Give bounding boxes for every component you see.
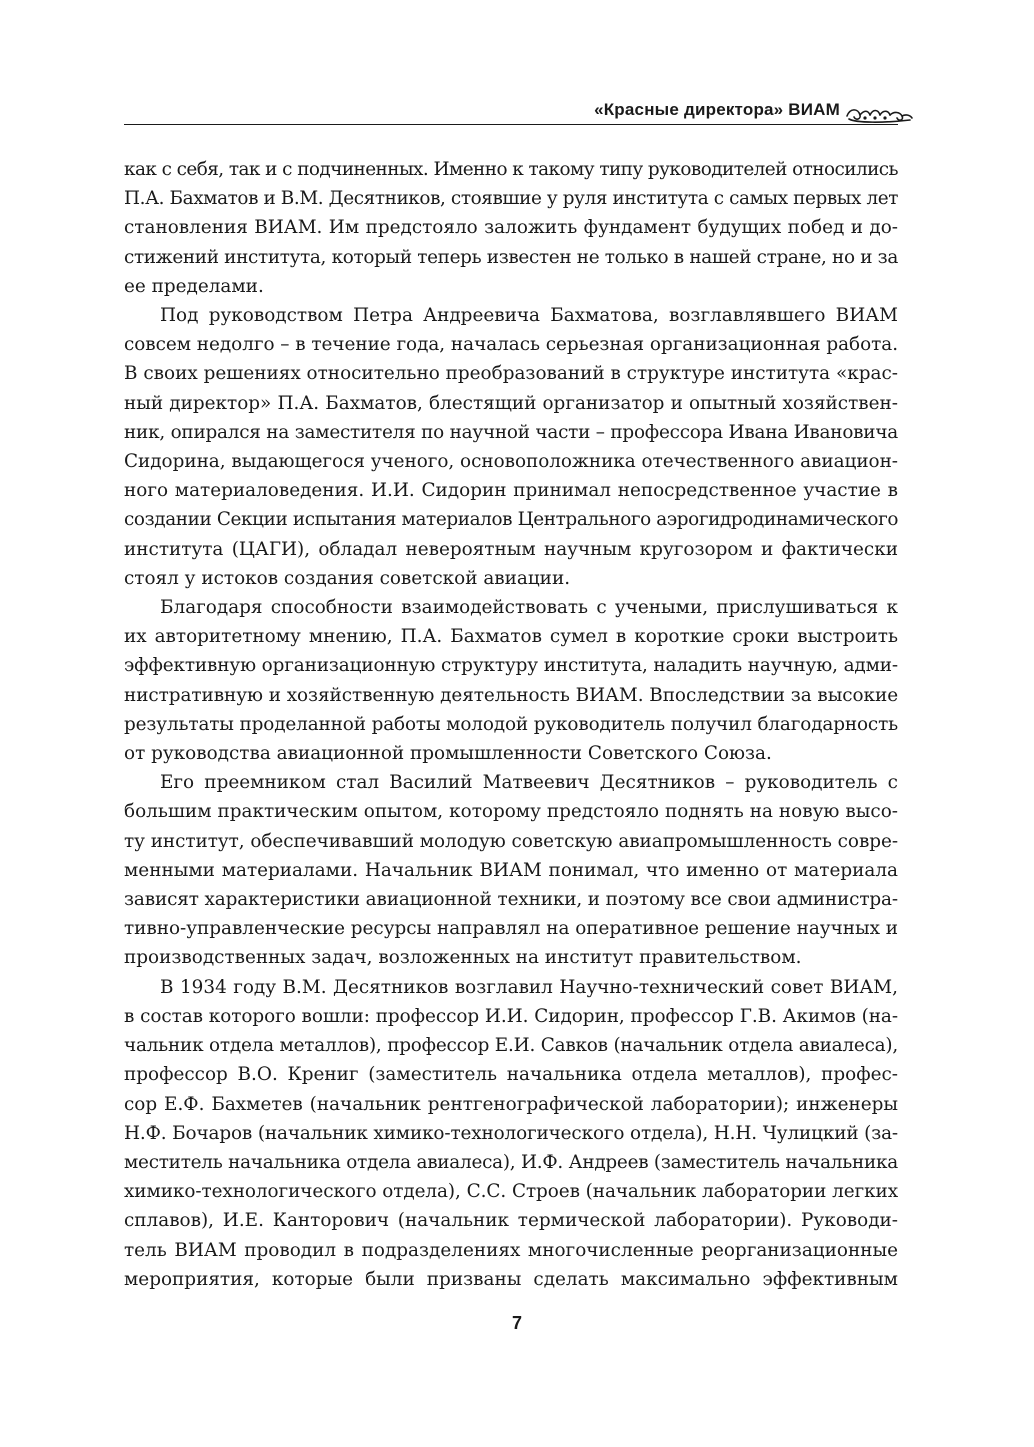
paragraph — [124, 973, 898, 1294]
paragraph — [124, 593, 898, 768]
paragraph — [124, 301, 898, 593]
text-line: Благодаря способности взаимодействовать с учеными, прислушиваться к — [160, 597, 898, 619]
text-line: их авторитетному мнению, П.А. Бахматов сумел в короткие сроки выстроить — [124, 626, 898, 648]
text-line: большим практическим опытом, которому предстояло поднять на новую высо- — [124, 801, 898, 823]
text-line: эффективную организационную структуру института, наладить научную, адми- — [124, 655, 898, 677]
paragraph — [124, 155, 898, 301]
page-number: 7 — [511, 1313, 522, 1333]
text-line: зависят характеристики авиационной техники, и поэтому все свои администра- — [124, 889, 898, 911]
text-line: химико-технологического отдела), С.С. Строев (начальник лаборатории легких — [124, 1181, 898, 1203]
body-text — [124, 155, 898, 1294]
text-line: профессор В.О. Крениг (заместитель начальника отдела металлов), профес- — [124, 1064, 898, 1086]
text-line: становления ВИАМ. Им предстояло заложить фундамент будущих побед и до- — [124, 217, 898, 239]
text-line: производственных задач, возложенных на институт правительством. — [124, 947, 802, 969]
text-line: создании Секции испытания материалов Центрального аэрогидродинамического — [124, 509, 898, 531]
running-title: «Красные директора» ВИАМ — [594, 100, 840, 119]
text-line: Н.Ф. Бочаров (начальник химико-технологического отдела), Н.Н. Чулицкий (за- — [124, 1122, 898, 1144]
text-line: в состав которого вошли: профессор И.И. Сидорин, профессор Г.В. Акимов (на- — [124, 1005, 898, 1027]
text-line: сплавов), И.Е. Канторович (начальник термической лаборатории). Руководи- — [124, 1210, 898, 1232]
text-line: от руководства авиационной промышленности Советского Союза. — [124, 743, 772, 765]
text-line: как с себя, так и с подчиненных. Именно к такому типу руководителей относились — [124, 159, 898, 180]
text-line: мероприятия, которые были призваны сделать максимально эффективным — [124, 1268, 898, 1290]
text-line: ный директор» П.А. Бахматов, блестящий организатор и опытный хозяйствен- — [124, 392, 898, 414]
text-line: ник, опирался на заместителя по научной части – профессора Ивана Ивановича — [124, 421, 898, 443]
text-line: В 1934 году В.М. Десятников возглавил Научно-технический совет ВИАМ, — [160, 976, 898, 998]
text-line: совсем недолго – в течение года, началась серьезная организационная работа. — [124, 334, 898, 356]
text-line: стижений института, который теперь известен не только в нашей стране, но и за — [124, 246, 898, 268]
text-line: сор Е.Ф. Бахметев (начальник рентгенографической лаборатории); инженеры — [124, 1093, 898, 1115]
text-line: менными материалами. Начальник ВИАМ понимал, что именно от материала — [124, 859, 898, 881]
text-line: П.А. Бахматов и В.М. Десятников, стоявшие у руля института с самых первых лет — [124, 188, 898, 210]
text-line: Под руководством Петра Андреевича Бахматова, возглавлявшего ВИАМ — [160, 305, 898, 327]
text-line: ного материаловедения. И.И. Сидорин принимал непосредственное участие в — [124, 480, 898, 502]
text-line: нистративную и хозяйственную деятельность ВИАМ. Впоследствии за высокие — [124, 684, 898, 706]
text-line: стоял у истоков создания советской авиации. — [124, 567, 571, 589]
text-line: В своих решениях относительно преобразований в структуре института «крас- — [124, 363, 898, 385]
running-header — [124, 98, 898, 125]
text-line: ее пределами. — [124, 275, 264, 297]
text-line: меститель начальника отдела авиалеса), И.Ф. Андреев (заместитель начальника — [124, 1151, 898, 1173]
text-line: института (ЦАГИ), обладал невероятным научным кругозором и фактически — [124, 538, 898, 560]
text-line: результаты проделанной работы молодой руководитель получил благодарность — [124, 713, 898, 735]
text-line: ту институт, обеспечивавший молодую советскую авиапромышленность совре- — [124, 830, 898, 852]
paragraph — [124, 768, 898, 972]
text-line: тель ВИАМ проводил в подразделениях многочисленные реорганизационные — [124, 1239, 898, 1261]
text-line: Его преемником стал Василий Матвеевич Десятников – руководитель с — [160, 772, 898, 794]
text-line: тивно-управленческие ресурсы направлял на оперативное решение научных и — [124, 918, 898, 940]
floral-ornament-icon — [844, 104, 916, 126]
text-line: Сидорина, выдающегося ученого, основоположника отечественного авиацион- — [124, 451, 898, 473]
text-line: чальник отдела металлов), профессор Е.И. Савков (начальник отдела авиалеса), — [124, 1035, 898, 1057]
